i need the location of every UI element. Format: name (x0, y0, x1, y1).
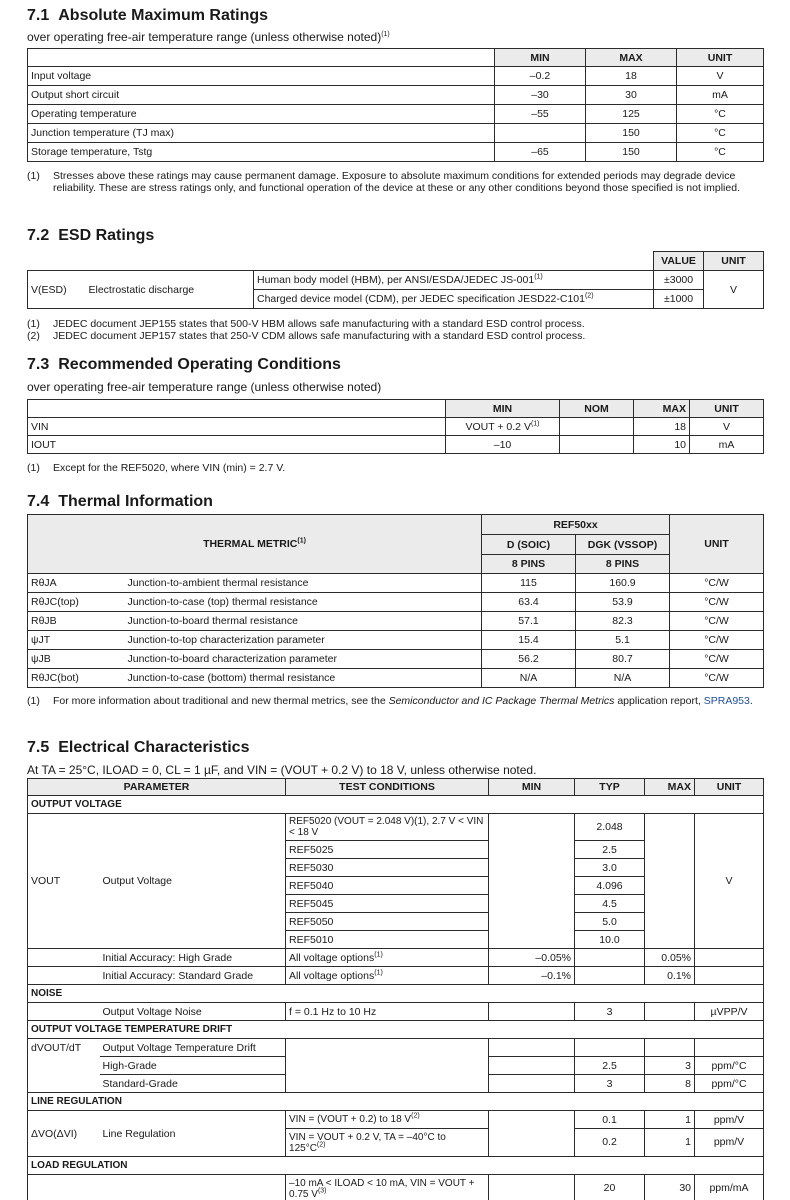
condition-cell (286, 1129, 489, 1157)
section-row (28, 1157, 764, 1175)
max-cell: 1 (645, 1111, 695, 1129)
section-heading (27, 492, 763, 512)
symbol-cell: ψJB (28, 650, 125, 669)
footnotes (27, 695, 763, 707)
min-cell (489, 814, 575, 949)
min-cell (489, 1003, 575, 1021)
dgk-value-cell: 160.9 (576, 574, 670, 593)
max-cell: 3 (645, 1057, 695, 1075)
unit-cell: V (704, 271, 764, 309)
subtitle-text: over operating free-air temperature range (unless otherwise noted) (27, 30, 382, 44)
section-row (28, 1021, 764, 1039)
section-title: Absolute Maximum Ratings (58, 7, 269, 24)
condition-cell: REF5050 (286, 913, 489, 931)
max-cell: 18 (634, 418, 690, 436)
header-value: VALUE (654, 252, 704, 271)
d-value-cell: 57.1 (482, 612, 576, 631)
footnote-ref: (2) (411, 1112, 420, 1120)
max-cell: 150 (586, 143, 677, 162)
symbol-text: V(ESD) (31, 283, 67, 296)
table-row (28, 967, 764, 985)
condition-cell (286, 949, 489, 967)
unit-cell: V (690, 418, 764, 436)
footnote-text-part: application report, (614, 695, 704, 707)
d-value-cell: N/A (482, 669, 576, 688)
typ-cell: 20 (575, 1175, 645, 1200)
desc-cell: Junction-to-board thermal resistance (125, 612, 482, 631)
header-unit: UNIT (695, 779, 764, 796)
header-param (28, 400, 446, 418)
footnote-text: JEDEC document JEP155 states that 500-V HBM allows safe manufacturing with a standard ESD control process. (53, 318, 585, 330)
param-cell: Output Voltage Temperature Drift (100, 1039, 286, 1057)
footnote-number: (1) (27, 695, 40, 707)
footnote-ref: (1) (374, 951, 383, 958)
condition-cell (286, 1111, 489, 1129)
typ-cell (575, 1039, 645, 1057)
section-label: OUTPUT VOLTAGE TEMPERATURE DRIFT (28, 1021, 764, 1039)
table-row (28, 574, 764, 593)
value-cell: ±1000 (654, 290, 704, 309)
section-subtitle (27, 30, 763, 44)
footnote-ref: (1) (297, 537, 306, 545)
param-cell (100, 1175, 286, 1200)
condition-cell: REF5010 (286, 931, 489, 949)
d-value-cell: 115 (482, 574, 576, 593)
unit-cell: ppm/mA (695, 1175, 764, 1200)
symbol-cell (28, 1057, 100, 1075)
footnote-ref: (1) (374, 969, 383, 976)
dgk-value-cell: 82.3 (576, 612, 670, 631)
metric-header-text: THERMAL METRIC (203, 538, 298, 550)
condition-cell (286, 1175, 489, 1200)
footnotes (27, 462, 763, 474)
section-heading (27, 226, 763, 246)
d-value-cell: 56.2 (482, 650, 576, 669)
symbol-cell: RθJC(bot) (28, 669, 125, 688)
footnote-ref: (2) (316, 1141, 326, 1149)
section-label: OUTPUT VOLTAGE (28, 796, 764, 814)
max-cell (645, 1003, 695, 1021)
max-cell: 8 (645, 1075, 695, 1093)
condition-text: All voltage options (289, 951, 375, 964)
footnote-number: (1) (27, 318, 40, 330)
symbol-cell (28, 949, 100, 967)
esd-table (27, 251, 764, 309)
section-label: LOAD REGULATION (28, 1157, 764, 1175)
condition-text: Human body model (HBM), per ANSI/ESDA/JEDEC JS-001 (257, 274, 535, 286)
section-subtitle: over operating free-air temperature range (unless otherwise noted) (27, 380, 382, 394)
param-cell: Electrostatic discharge (86, 271, 254, 309)
table-row (28, 436, 764, 454)
desc-cell: Junction-to-top characterization parameter (125, 631, 482, 650)
section-title: Recommended Operating Conditions (58, 356, 341, 373)
typ-cell: 2.5 (575, 1057, 645, 1075)
max-cell: 10 (634, 436, 690, 454)
condition-cell: REF5020 (VOUT = 2.048 V)(1), 2.7 V < VIN < 18 V (286, 814, 489, 841)
footnote-ref: (1) (534, 273, 543, 281)
section-subtitle: At TA = 25°C, ILOAD = 0, CL = 1 µF, and VIN = (VOUT + 0.2 V) to 18 V, unless otherwise noted. (27, 763, 537, 777)
header-pins-dgk: 8 PINS (576, 555, 670, 574)
header-max: MAX (586, 49, 677, 67)
unit-cell: µVPP/V (695, 1003, 764, 1021)
param-cell: Output Voltage (100, 814, 286, 949)
footnote-ref: (3) (317, 1187, 327, 1195)
table-row (28, 650, 764, 669)
symbol-cell: VOUT (28, 814, 100, 949)
unit-cell: ppm/°C (695, 1075, 764, 1093)
min-cell (489, 1111, 575, 1157)
table-row (28, 1039, 764, 1057)
section-number: 7.4 (27, 493, 50, 510)
min-cell (495, 124, 586, 143)
footnote-ref: (1) (530, 420, 540, 427)
header-unit: UNIT (677, 49, 764, 67)
nom-cell (560, 436, 634, 454)
condition-cell (254, 271, 654, 290)
condition-text: Charged device model (CDM), per JEDEC specification JESD22-C101 (257, 293, 585, 305)
section-number: 7.3 (27, 356, 50, 373)
section-7-4 (27, 492, 763, 707)
section-7-5 (27, 738, 763, 1200)
header-blank (28, 252, 654, 271)
thermal-table (27, 514, 764, 688)
section-title: Thermal Information (58, 493, 213, 510)
param-cell: Input voltage (28, 67, 495, 86)
unit-cell: °C (677, 143, 764, 162)
unit-cell: V (677, 67, 764, 86)
unit-cell: ppm/°C (695, 1057, 764, 1075)
condition-cell: REF5045 (286, 895, 489, 913)
typ-cell: 10.0 (575, 931, 645, 949)
header-package-d: D (SOIC) (482, 535, 576, 555)
condition-cell (254, 290, 654, 309)
unit-cell: °C/W (670, 574, 764, 593)
param-cell: Line Regulation (100, 1111, 286, 1157)
table-row (28, 1111, 764, 1129)
max-cell (645, 814, 695, 949)
header-metric (28, 515, 482, 574)
max-cell: 18 (586, 67, 677, 86)
param-cell: Output short circuit (28, 86, 495, 105)
table-header-row (28, 49, 764, 67)
footnote-text: Except for the REF5020, where VIN (min) = 2.7 V. (53, 462, 286, 474)
header-test-conditions: TEST CONDITIONS (286, 779, 489, 796)
condition-cell: REF5025 (286, 841, 489, 859)
condition-text: –10 mA < ILOAD < 10 mA, VIN = VOUT + 0.75 V (289, 1177, 475, 1200)
max-cell: 150 (586, 124, 677, 143)
footnote-number: (1) (27, 462, 40, 474)
param-cell: Initial Accuracy: Standard Grade (100, 967, 286, 985)
param-cell: Storage temperature, Tstg (28, 143, 495, 162)
unit-cell: °C/W (670, 669, 764, 688)
dgk-value-cell: 53.9 (576, 593, 670, 612)
header-min: MIN (495, 49, 586, 67)
max-cell: 0.1% (645, 967, 695, 985)
min-cell: –0.2 (495, 67, 586, 86)
condition-cell: REF5040 (286, 877, 489, 895)
unit-cell: V (695, 814, 764, 949)
min-cell (489, 1039, 575, 1057)
unit-cell (695, 967, 764, 985)
table-header-row (28, 779, 764, 796)
param-cell: Junction temperature (TJ max) (28, 124, 495, 143)
min-cell: –10 (446, 436, 560, 454)
typ-cell (575, 967, 645, 985)
unit-cell: °C (677, 124, 764, 143)
param-cell: Initial Accuracy: High Grade (100, 949, 286, 967)
min-cell (489, 1057, 575, 1075)
section-title: Electrical Characteristics (58, 739, 250, 756)
table-header-row (28, 252, 764, 271)
unit-cell: mA (677, 86, 764, 105)
unit-cell: °C/W (670, 650, 764, 669)
header-param (28, 49, 495, 67)
section-number: 7.2 (27, 227, 50, 244)
header-min: MIN (446, 400, 560, 418)
min-cell: –0.1% (489, 967, 575, 985)
condition-cell: f = 0.1 Hz to 10 Hz (286, 1003, 489, 1021)
min-cell: –0.05% (489, 949, 575, 967)
min-cell: –30 (495, 86, 586, 105)
header-max: MAX (634, 400, 690, 418)
header-pins-d: 8 PINS (482, 555, 576, 574)
footnotes (27, 170, 763, 194)
value-cell: ±3000 (654, 271, 704, 290)
d-value-cell: 63.4 (482, 593, 576, 612)
footnote-ref: (1) (381, 31, 390, 38)
symbol-cell: RθJA (28, 574, 125, 593)
table-row (28, 86, 764, 105)
section-7-1 (27, 6, 763, 194)
max-cell: 1 (645, 1129, 695, 1157)
unit-cell (695, 949, 764, 967)
header-min: MIN (489, 779, 575, 796)
section-label: LINE REGULATION (28, 1093, 764, 1111)
typ-cell: 3.0 (575, 859, 645, 877)
unit-cell: °C (677, 105, 764, 124)
table-row (28, 814, 764, 841)
unit-cell: °C/W (670, 631, 764, 650)
symbol-cell: ΔVO(ΔVI) (28, 1111, 100, 1157)
section-7-3 (27, 355, 763, 474)
footnote-doc-title: Semiconductor and IC Package Thermal Metrics (388, 695, 615, 707)
footnote (27, 695, 763, 707)
footnotes (27, 318, 763, 342)
table-row (28, 593, 764, 612)
desc-cell: Junction-to-case (bottom) thermal resistance (125, 669, 482, 688)
condition-cell (286, 1039, 489, 1093)
table-row (28, 612, 764, 631)
param-cell: VIN (28, 418, 446, 436)
condition-text: VIN = VOUT + 0.2 V, TA = –40°C to 125°C (289, 1131, 446, 1154)
param-cell: High-Grade (100, 1057, 286, 1075)
min-cell (489, 1075, 575, 1093)
table-row (28, 669, 764, 688)
condition-text: All voltage options (289, 969, 375, 982)
header-nom: NOM (560, 400, 634, 418)
table-row (28, 124, 764, 143)
section-row (28, 796, 764, 814)
table-row (28, 418, 764, 436)
unit-cell: mA (690, 436, 764, 454)
typ-cell: 4.5 (575, 895, 645, 913)
footnote-text-part: For more information about traditional and new thermal metrics, see the (53, 695, 389, 707)
symbol-cell: RθJC(top) (28, 593, 125, 612)
typ-cell (575, 949, 645, 967)
min-cell: –55 (495, 105, 586, 124)
desc-cell: Junction-to-case (top) thermal resistance (125, 593, 482, 612)
section-number: 7.1 (27, 7, 50, 24)
header-parameter: PARAMETER (28, 779, 286, 796)
footnote (27, 462, 763, 474)
param-cell: Operating temperature (28, 105, 495, 124)
desc-cell: Junction-to-board characterization parameter (125, 650, 482, 669)
section-label: NOISE (28, 985, 764, 1003)
section-7-2 (27, 226, 763, 342)
header-unit: UNIT (670, 515, 764, 574)
symbol-cell (28, 1075, 100, 1093)
footnote (27, 318, 763, 330)
header-package-dgk: DGK (VSSOP) (576, 535, 670, 555)
typ-cell: 2.5 (575, 841, 645, 859)
max-cell: 0.05% (645, 949, 695, 967)
footnote-text: JEDEC document JEP157 states that 250-V CDM allows safe manufacturing with a standard ESD control process. (53, 330, 586, 342)
header-device: REF50xx (482, 515, 670, 535)
typ-cell: 0.1 (575, 1111, 645, 1129)
recommended-conditions-table (27, 399, 764, 454)
section-heading (27, 738, 763, 758)
max-cell: 125 (586, 105, 677, 124)
header-max: MAX (645, 779, 695, 796)
desc-cell: Junction-to-ambient thermal resistance (125, 574, 482, 593)
max-cell: 30 (645, 1175, 695, 1200)
section-row (28, 1093, 764, 1111)
param-cell: IOUT (28, 436, 446, 454)
typ-cell: 0.2 (575, 1129, 645, 1157)
table-header-row (28, 400, 764, 418)
min-text: VOUT + 0.2 V (465, 420, 531, 433)
condition-text: VIN = (VOUT + 0.2) to 18 V (289, 1114, 412, 1125)
footnote (27, 330, 763, 342)
spra953-link[interactable]: SPRA953 (703, 695, 750, 707)
condition-cell (286, 967, 489, 985)
table-row (28, 271, 764, 290)
unit-cell: ppm/V (695, 1111, 764, 1129)
nom-cell (560, 418, 634, 436)
max-cell: 30 (586, 86, 677, 105)
table-row (28, 949, 764, 967)
d-value-cell: 15.4 (482, 631, 576, 650)
min-cell (446, 418, 560, 436)
min-cell: –65 (495, 143, 586, 162)
table-row (28, 1003, 764, 1021)
typ-cell: 2.048 (575, 814, 645, 841)
footnote-text (53, 695, 763, 707)
condition-cell: REF5030 (286, 859, 489, 877)
symbol-cell: RθJB (28, 612, 125, 631)
footnote-number: (2) (27, 330, 40, 342)
symbol-cell (28, 1003, 100, 1021)
max-cell (645, 1039, 695, 1057)
unit-cell: °C/W (670, 593, 764, 612)
unit-cell (695, 1039, 764, 1057)
dgk-value-cell: 80.7 (576, 650, 670, 669)
param-cell: Standard-Grade (100, 1075, 286, 1093)
unit-cell: °C/W (670, 612, 764, 631)
section-heading (27, 355, 763, 375)
min-cell (489, 1175, 575, 1200)
electrical-characteristics-table (27, 778, 764, 1200)
symbol-cell (28, 967, 100, 985)
table-row (28, 143, 764, 162)
footnote-number: (1) (27, 170, 40, 182)
section-title: ESD Ratings (58, 227, 155, 244)
table-row (28, 105, 764, 124)
footnote-ref: (2) (584, 292, 594, 300)
header-unit: UNIT (704, 252, 764, 271)
param-cell: Output Voltage Noise (100, 1003, 286, 1021)
abs-max-table (27, 48, 764, 162)
header-typ: TYP (575, 779, 645, 796)
symbol-cell (28, 271, 86, 309)
dgk-value-cell: 5.1 (576, 631, 670, 650)
footnote (27, 170, 763, 194)
header-unit: UNIT (690, 400, 764, 418)
table-header-row (28, 515, 764, 535)
section-number: 7.5 (27, 739, 50, 756)
section-heading (27, 6, 763, 26)
typ-cell: 4.096 (575, 877, 645, 895)
typ-cell: 5.0 (575, 913, 645, 931)
typ-cell: 3 (575, 1075, 645, 1093)
table-row (28, 631, 764, 650)
symbol-cell (28, 1175, 100, 1200)
dgk-value-cell: N/A (576, 669, 670, 688)
footnote-text-part: . (749, 695, 753, 707)
table-row (28, 1175, 764, 1200)
typ-cell: 3 (575, 1003, 645, 1021)
footnote-text: Stresses above these ratings may cause permanent damage. Exposure to absolute maximum conditions for extended periods may degrade device reliability. These are stress ratings only, and functional operation of the device at these or any other conditions beyond those specified is not implied. (53, 170, 740, 194)
unit-cell: ppm/V (695, 1129, 764, 1157)
symbol-cell: dVOUT/dT (28, 1039, 100, 1057)
symbol-cell: ψJT (28, 631, 125, 650)
section-row (28, 985, 764, 1003)
table-row (28, 67, 764, 86)
